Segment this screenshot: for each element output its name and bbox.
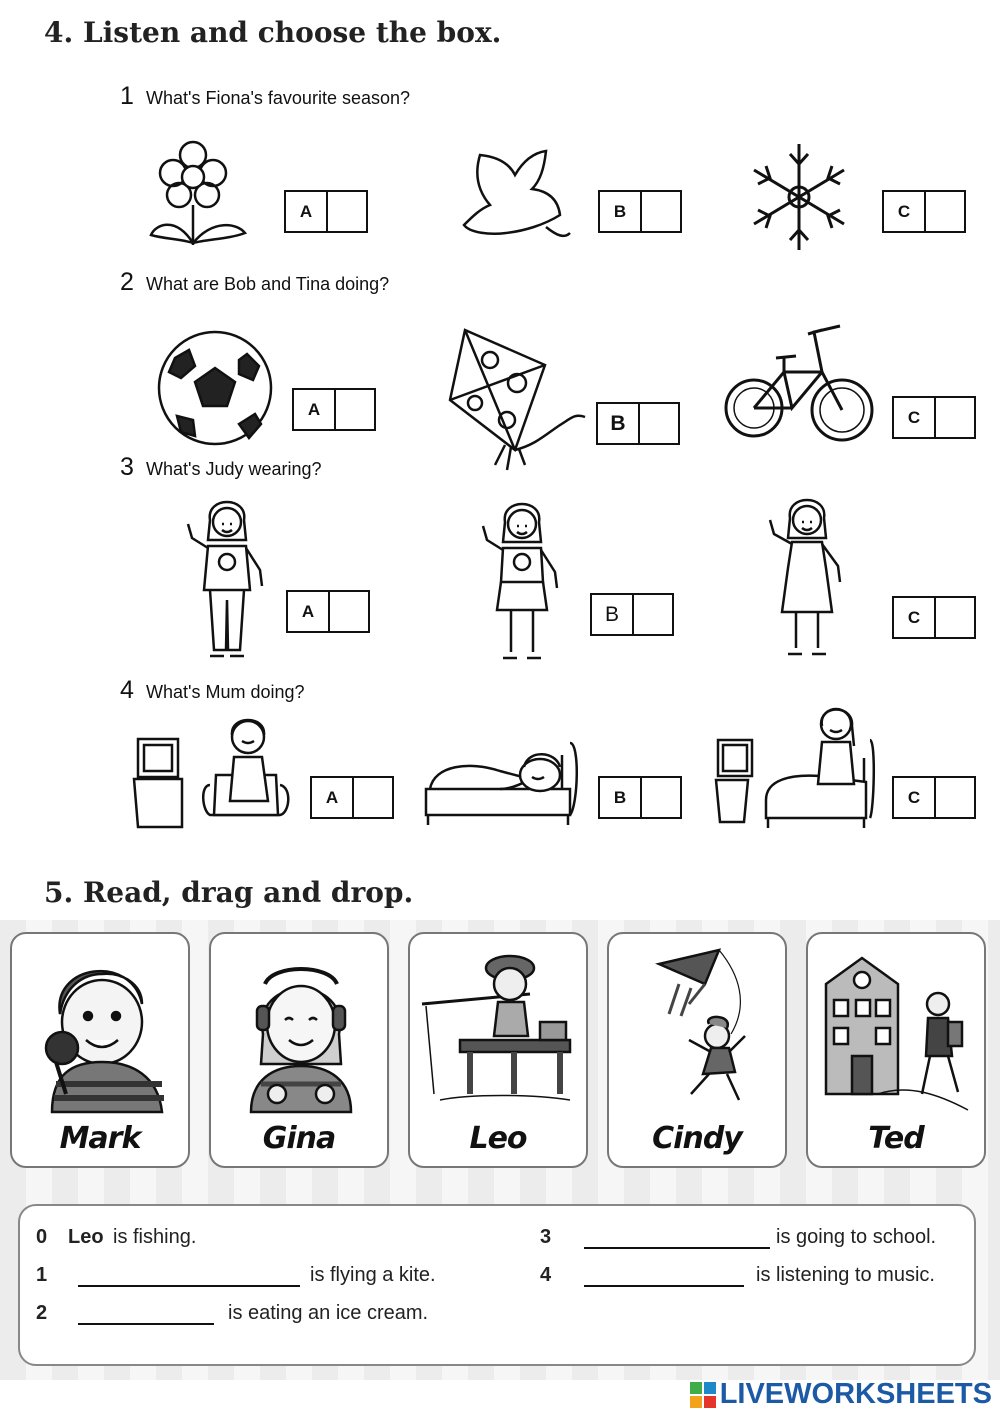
section-4-title: 4. Listen and choose the box. — [44, 16, 502, 49]
question-2-number: 2 — [120, 268, 134, 296]
q4-option-b-label: B — [600, 778, 642, 817]
question-2-text: What are Bob and Tina doing? — [146, 274, 390, 294]
liveworksheets-logo — [690, 1378, 992, 1411]
sentence-4-text: is listening to music. — [756, 1264, 935, 1286]
question-3-number: 3 — [120, 453, 134, 481]
card-mark — [10, 932, 190, 1168]
card-name: Gina — [262, 1121, 336, 1156]
q2-option-c-answer-slot[interactable] — [936, 398, 974, 437]
q3-option-c-label: C — [894, 598, 936, 637]
card-name: Cindy — [652, 1121, 742, 1156]
q2-option-a-label: A — [294, 390, 336, 429]
question-1-text: What's Fiona's favourite season? — [146, 88, 411, 108]
sentence-1-number: 1 — [36, 1264, 48, 1286]
q4-option-a-box — [310, 776, 394, 819]
q1-option-b-box — [598, 190, 682, 233]
q4-option-a-answer-slot[interactable] — [354, 778, 392, 817]
girl-skirt-icon — [475, 492, 570, 667]
sentence-3-drop-zone[interactable] — [584, 1227, 770, 1249]
q1-option-a-answer-slot[interactable] — [328, 192, 366, 231]
section-5-title: 5. Read, drag and drop. — [44, 876, 414, 909]
girl-headphones-icon — [221, 944, 381, 1114]
snowflake-icon — [740, 138, 858, 256]
bicycle-icon — [722, 320, 877, 450]
question-1-number: 1 — [120, 82, 134, 110]
q1-option-c-label: C — [884, 192, 926, 231]
sentences-box — [18, 1204, 976, 1366]
sentence-1-drop-zone[interactable] — [78, 1265, 300, 1287]
sentence-2-text: is eating an ice cream. — [228, 1302, 429, 1324]
q4-option-c-answer-slot[interactable] — [936, 778, 974, 817]
q1-option-c-box — [882, 190, 966, 233]
football-icon — [155, 328, 275, 448]
card-name: Leo — [469, 1121, 527, 1156]
sentence-3-text: is going to school. — [776, 1226, 937, 1248]
sentence-2-number: 2 — [36, 1302, 48, 1324]
flower-icon — [145, 135, 250, 250]
q4-option-c-box — [892, 776, 976, 819]
sentence-1-text: is flying a kite. — [310, 1264, 436, 1286]
sentence-4-number: 4 — [540, 1264, 552, 1286]
boy-ice-cream-icon — [22, 944, 182, 1114]
liveworksheets-logo-text: LIVEWORKSHEETS — [719, 1378, 992, 1410]
kite-icon — [445, 325, 590, 475]
liveworksheets-logo-icon — [690, 1382, 716, 1408]
drag-drop-panel — [0, 920, 1000, 1380]
question-3-text: What's Judy wearing? — [146, 459, 322, 479]
q1-option-c-answer-slot[interactable] — [926, 192, 964, 231]
question-4-number: 4 — [120, 676, 134, 704]
card-name: Mark — [59, 1121, 141, 1156]
waking-up-icon — [710, 700, 880, 830]
card-ted — [806, 932, 986, 1168]
q2-option-b-answer-slot[interactable] — [640, 404, 678, 443]
q1-option-a-label: A — [286, 192, 328, 231]
q3-option-c-answer-slot[interactable] — [936, 598, 974, 637]
card-gina — [209, 932, 389, 1168]
card-name: Ted — [868, 1121, 924, 1156]
boy-fishing-icon — [420, 944, 580, 1114]
q1-option-a-box — [284, 190, 368, 233]
sentence-0-answer: Leo — [68, 1226, 104, 1248]
q3-option-b-label: B — [592, 595, 634, 634]
q3-option-b-box — [590, 593, 674, 636]
q3-option-a-box — [286, 590, 370, 633]
sentence-0-text: is fishing. — [113, 1226, 197, 1248]
sentence-3-number: 3 — [540, 1226, 552, 1248]
q3-option-a-label: A — [288, 592, 330, 631]
girl-dress-icon — [760, 488, 855, 663]
sentence-0-number: 0 — [36, 1226, 48, 1248]
q4-option-b-box — [598, 776, 682, 819]
q4-option-c-label: C — [894, 778, 936, 817]
card-cindy — [607, 932, 787, 1168]
girl-kite-icon — [619, 944, 779, 1114]
q3-option-b-answer-slot[interactable] — [634, 595, 672, 634]
sentence-4-drop-zone[interactable] — [584, 1265, 744, 1287]
boy-school-icon — [818, 944, 978, 1114]
q2-option-b-box — [596, 402, 680, 445]
sleeping-icon — [420, 735, 582, 827]
girl-trousers-icon — [180, 490, 275, 665]
q2-option-c-box — [892, 396, 976, 439]
q2-option-b-label: B — [598, 404, 640, 443]
question-4-text: What's Mum doing? — [146, 682, 305, 702]
q1-option-b-answer-slot[interactable] — [642, 192, 680, 231]
sentence-2-drop-zone[interactable] — [78, 1303, 214, 1325]
card-leo — [408, 932, 588, 1168]
q4-option-b-answer-slot[interactable] — [642, 778, 680, 817]
q4-option-a-label: A — [312, 778, 354, 817]
q3-option-a-answer-slot[interactable] — [330, 592, 368, 631]
q2-option-a-answer-slot[interactable] — [336, 390, 374, 429]
q2-option-c-label: C — [894, 398, 936, 437]
watching-tv-icon — [130, 715, 300, 833]
q1-option-b-label: B — [600, 192, 642, 231]
q2-option-a-box — [292, 388, 376, 431]
q3-option-c-box — [892, 596, 976, 639]
leaf-icon — [460, 145, 575, 245]
